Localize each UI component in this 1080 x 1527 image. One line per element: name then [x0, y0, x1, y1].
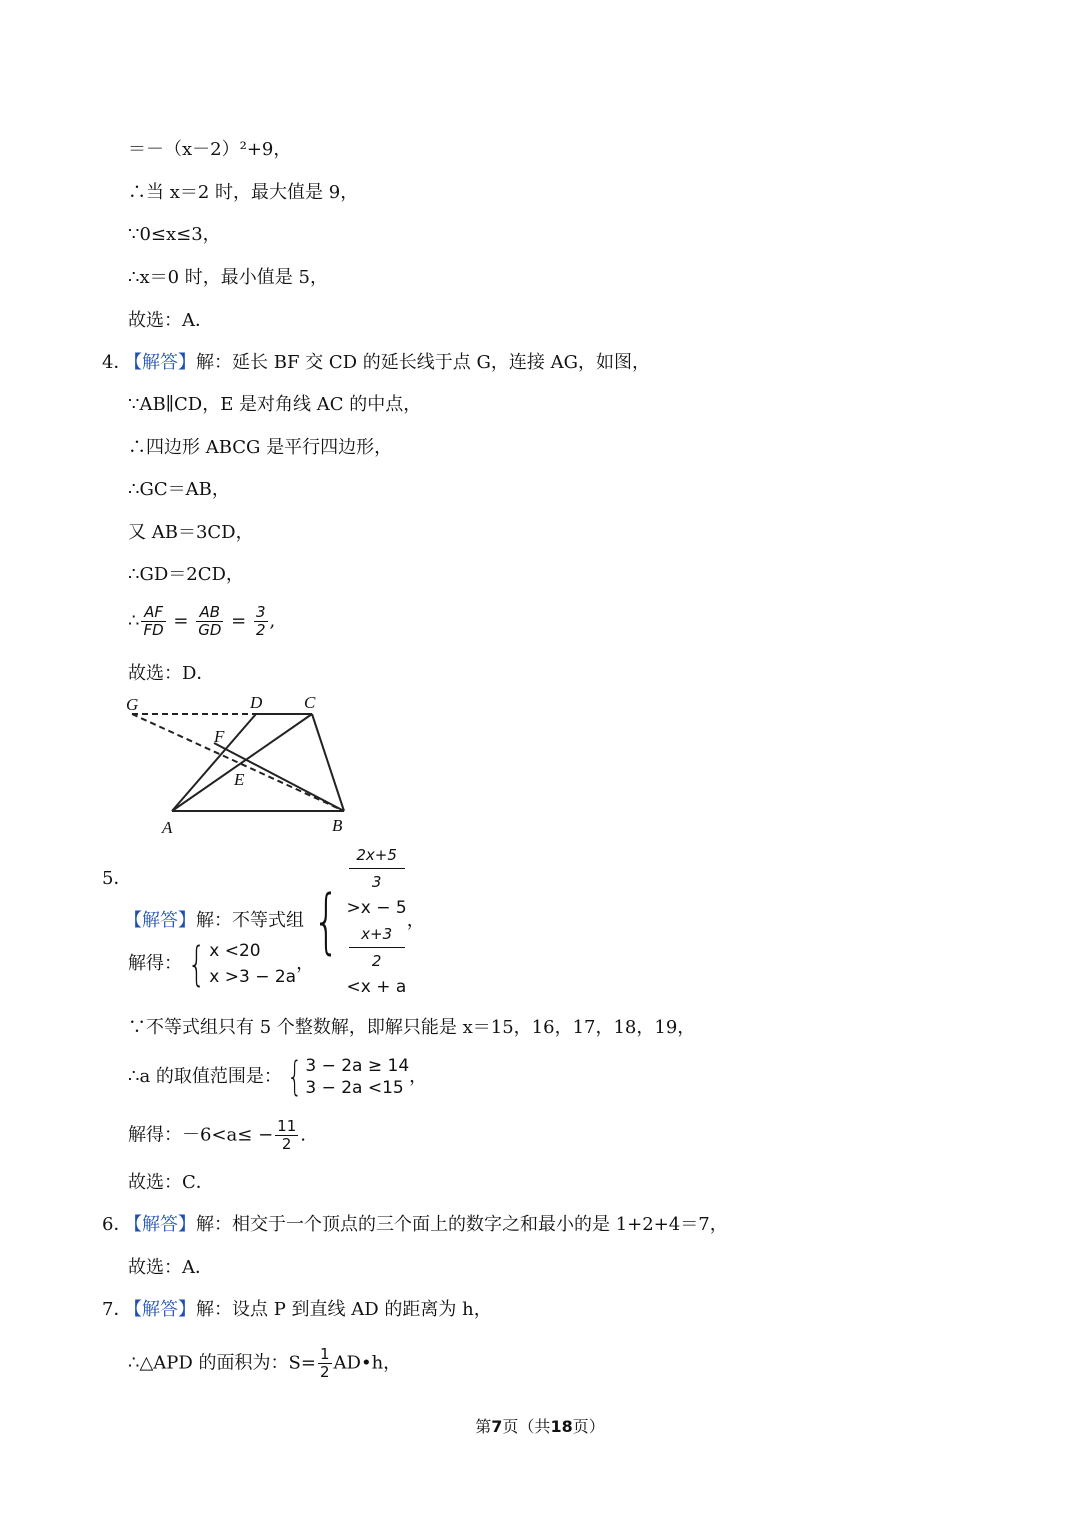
label-c: C — [304, 693, 316, 712]
text-line: ∵AB∥CD，E 是对角线 AC 的中点， — [128, 394, 422, 415]
question-4-header — [124, 350, 650, 376]
question-text: 解：设点 P 到直线 AD 的距离为 h， — [196, 1299, 492, 1320]
fraction: $\frac{AF}{FD}$ — [143, 603, 164, 639]
answer-line: 故选：A． — [128, 310, 213, 331]
text-line: ∴GC＝AB， — [128, 479, 230, 500]
question-number: 7． — [102, 1299, 132, 1320]
answer-line: 故选：D． — [128, 663, 215, 684]
page-number: 7 — [491, 1417, 503, 1436]
equals-sign: = — [231, 610, 247, 632]
answer-tag: 【解答】 — [124, 910, 196, 931]
question-number: 5． — [102, 868, 132, 889]
inequality-system: { 2x+5 3 >x − 5 x+3 2 <x + a — [304, 842, 407, 1000]
range-line: ∴a 的取值范围是： { 3 − 2a ≥ 14 3 − 2a <15 ， — [128, 1054, 428, 1100]
answer-line: 故选：C． — [128, 1172, 214, 1193]
area-text-suffix: AD•h， — [333, 1352, 402, 1374]
area-text: ∴△APD 的面积为：S= — [128, 1352, 316, 1374]
comma: , — [269, 610, 276, 632]
range-label: ∴a 的取值范围是： — [128, 1066, 282, 1087]
answer-tag: 【解答】 — [124, 1214, 196, 1235]
question-text: 解：不等式组 — [196, 910, 304, 931]
equals-sign: = — [173, 610, 189, 632]
trapezoid-diagram — [126, 690, 366, 840]
label-b: B — [332, 816, 343, 835]
question-number: 6． — [102, 1214, 132, 1235]
text-line: ∴当 x＝2 时，最大值是 9， — [128, 182, 359, 203]
label-f: F — [214, 727, 225, 746]
result-text: 解得：－6<a≤ − — [128, 1124, 274, 1146]
fraction: $\frac{3}{2}$ — [255, 603, 266, 639]
question-number: 4． — [102, 352, 132, 373]
answer-tag: 【解答】 — [124, 1299, 196, 1320]
area-formula-line — [128, 1346, 401, 1381]
text-line: ∵0≤x≤3， — [128, 224, 221, 245]
therefore-symbol: ∴ — [128, 610, 140, 632]
solution-line: 解得： { x <20 x >3 − 2a ， — [128, 937, 315, 991]
question-6-header — [124, 1212, 728, 1238]
dashed-line-gb — [132, 714, 344, 811]
comma: ， — [406, 910, 425, 931]
text-line: ∴四边形 ABCG 是平行四边形， — [128, 437, 393, 458]
text-line: 又 AB＝3CD， — [128, 522, 254, 543]
text-line: ＝－（x－2）²+9， — [128, 139, 292, 160]
range-system: { 3 − 2a ≥ 14 3 − 2a <15 — [286, 1054, 410, 1100]
answer-line: 故选：A． — [128, 1257, 213, 1278]
label-e: E — [234, 770, 245, 789]
question-7-header — [124, 1297, 492, 1323]
answer-tag: 【解答】 — [124, 352, 196, 373]
label-g: G — [126, 695, 139, 714]
solution-system: { x <20 x >3 − 2a — [187, 937, 297, 991]
label-d: D — [250, 693, 263, 712]
label-a: A — [162, 818, 173, 837]
ratio-equation — [128, 604, 275, 639]
text-line: ∵不等式组只有 5 个整数解，即解只能是 x＝15，16，17，18，19， — [128, 1017, 696, 1038]
fraction: $\frac{11}{2}$ — [277, 1117, 297, 1153]
question-text: 解：延长 BF 交 CD 的延长线于点 G，连接 AG，如图， — [196, 352, 651, 373]
text-line: ∴GD＝2CD， — [128, 564, 244, 585]
diagonal-ac — [172, 714, 312, 811]
fraction: $\frac{AB}{GD}$ — [198, 603, 222, 639]
text-line: ∴x＝0 时，最小值是 5， — [128, 267, 328, 288]
solve-label: 解得： — [128, 953, 182, 974]
result-line: 解得：－6<a≤ − $\frac{11}{2}$ . — [128, 1117, 306, 1153]
question-text: 解：相交于一个顶点的三个面上的数字之和最小的是 1+2+4＝7， — [196, 1214, 728, 1235]
fraction: $\frac{1}{2}$ — [319, 1345, 330, 1381]
page-footer: 第7页（共18页） — [475, 1417, 605, 1436]
total-pages: 18 — [550, 1417, 573, 1436]
